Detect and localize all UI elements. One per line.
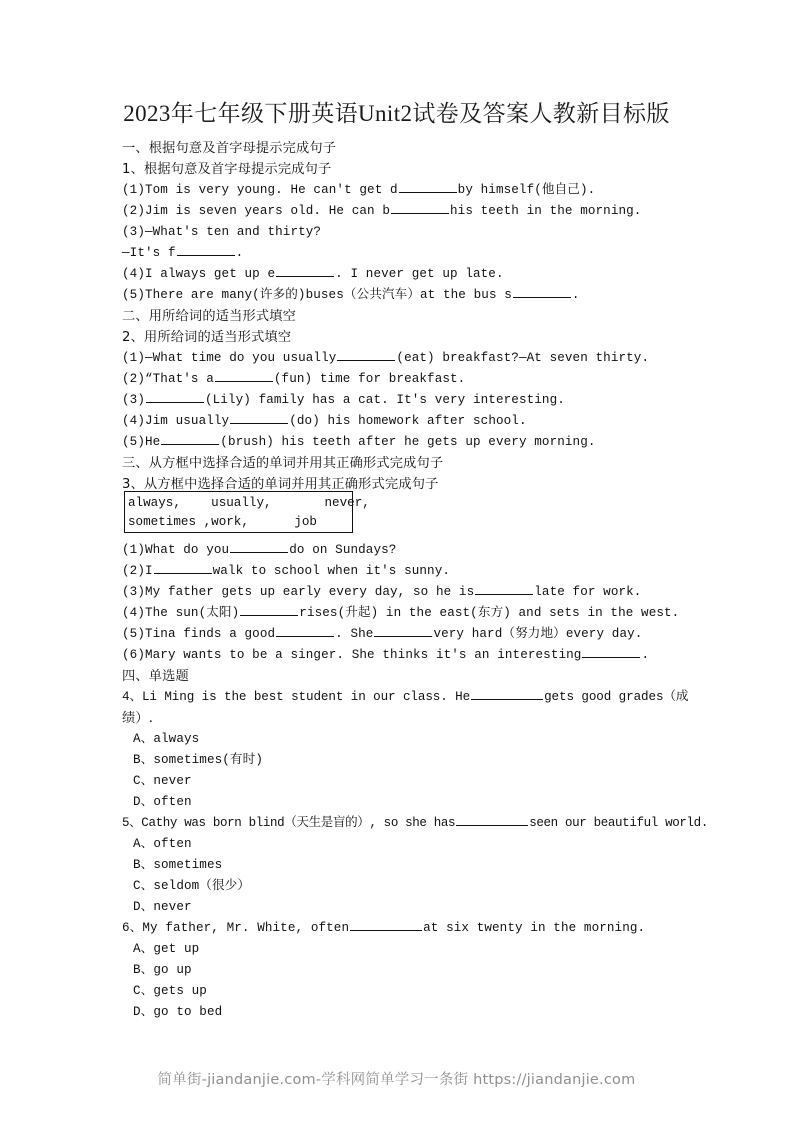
answer-blank[interactable] [471,687,543,700]
question-2-5 [122,432,702,453]
question-6-option-d[interactable]: D、go to bed [133,1005,223,1019]
section-1-subheading: 1、根据句意及首字母提示完成句子 [122,162,332,177]
question-text-b: his teeth in the morning. [450,204,642,218]
answer-blank-2[interactable] [374,624,432,637]
question-text-a: —It's f [122,246,176,260]
answer-blank[interactable] [240,603,298,616]
question-1-1 [122,180,702,201]
question-6 [122,918,702,939]
question-text-b: late for work. [534,585,642,599]
exam-body [122,138,708,1023]
question-5 [122,813,708,834]
word-bank-line-1: always, usually, never, [128,496,370,510]
question-text-b: gets good grades（成 [544,690,689,704]
word-bank-box [124,491,370,533]
answer-blank[interactable] [230,540,288,553]
question-4-continuation: 绩）. [122,711,154,726]
question-3-2 [122,561,702,582]
section-3-heading: 三、从方框中选择合适的单词并用其正确形式完成句子 [122,456,444,471]
question-6-option-a[interactable]: A、get up [133,942,200,956]
question-text-b: . I never get up late. [335,267,504,281]
question-3-1 [122,540,702,561]
question-4-option-c[interactable]: C、never [133,774,192,788]
question-text-b: (eat) breakfast?—At seven thirty. [396,351,650,365]
question-1-5 [122,285,702,306]
question-text-a: (1)What do you [122,543,230,557]
question-text-a: 6、My father, Mr. White, often [122,921,350,935]
question-text-b: . [235,246,244,260]
question-text-b: . [571,288,580,302]
question-text-b: (brush) his teeth after he gets up every morning. [220,435,596,449]
question-text-b: do on Sundays? [289,543,397,557]
question-text-a: (4)Jim usually [122,414,230,428]
question-1-3-answer-line [122,243,702,264]
question-text-a: (5)He [122,435,161,449]
question-text-b: . She [335,627,374,641]
question-6-option-c[interactable]: C、gets up [133,984,207,998]
page-title: 2023年七年级下册英语Unit2试卷及答案人教新目标版 [123,101,670,126]
answer-blank[interactable] [146,390,204,403]
question-4-option-a[interactable]: A、always [133,732,200,746]
question-text-a: 4、Li Ming is the best student in our class. He [122,690,471,704]
answer-blank[interactable] [513,285,571,298]
answer-blank[interactable] [215,369,273,382]
section-2-subheading: 2、用所给词的适当形式填空 [122,330,292,345]
footer-watermark: 简单街-jiandanjie.com-学科网简单学习一条街 https://jiandanjie.com [157,1072,636,1088]
question-text-b: (Lily) family has a cat. It's very interesting. [204,393,565,407]
question-text-a: (1)Tom is very young. He can't get d [122,183,398,197]
question-3-4 [122,603,702,624]
question-text-b: . [641,648,650,662]
section-1-heading: 一、根据句意及首字母提示完成句子 [122,141,337,156]
section-4-heading: 四、单选题 [122,669,189,684]
question-3-3 [122,582,702,603]
question-5-option-b[interactable]: B、sometimes [133,858,223,872]
question-1-4 [122,264,702,285]
question-text-a: (4)The sun(太阳) [122,606,240,620]
answer-blank[interactable] [337,348,395,361]
answer-blank[interactable] [154,561,212,574]
question-6-option-b[interactable]: B、go up [133,963,192,977]
question-2-3 [122,390,702,411]
answer-blank[interactable] [456,814,528,827]
answer-blank[interactable] [582,645,640,658]
question-text-b: rises(升起) in the east(东方) and sets in the west. [299,606,680,620]
question-text-a: 5、Cathy was born blind（天生是盲的）, so she has [122,816,456,830]
question-text-a: (6)Mary wants to be a singer. She thinks it's an interesting [122,648,582,662]
question-1-3: (3)—What's ten and thirty? [122,225,322,239]
question-text-a: (1)—What time do you usually [122,351,337,365]
question-3-6 [122,645,702,666]
question-4 [122,687,702,708]
question-4-option-b[interactable]: B、sometimes(有时) [133,753,263,767]
section-3-subheading: 3、从方框中选择合适的单词并用其正确形式完成句子 [122,477,439,492]
answer-blank[interactable] [230,411,288,424]
question-text-b: walk to school when it's sunny. [212,564,451,578]
question-5-option-c[interactable]: C、seldom（很少） [133,879,251,893]
question-2-1 [122,348,702,369]
answer-blank[interactable] [276,624,334,637]
answer-blank[interactable] [177,243,235,256]
question-text-b: seen our beautiful world. [529,816,708,830]
answer-blank[interactable] [475,582,533,595]
answer-blank[interactable] [391,201,449,214]
question-5-option-d[interactable]: D、never [133,900,192,914]
word-bank-line-2: sometimes ,work, job [128,515,317,529]
question-text-a: (3) [122,393,145,407]
question-text-c: very hard（努力地）every day. [433,627,643,641]
question-2-4 [122,411,702,432]
question-1-2 [122,201,702,222]
question-text-b: (fun) time for breakfast. [273,372,466,386]
question-text-a: (5)There are many(许多的)buses（公共汽车）at the bus s [122,288,512,302]
question-text-a: (2)Jim is seven years old. He can b [122,204,391,218]
question-5-option-a[interactable]: A、often [133,837,192,851]
question-3-5 [122,624,702,645]
question-text-a: (4)I always get up e [122,267,276,281]
question-text-b: (do) his homework after school. [289,414,527,428]
answer-blank[interactable] [276,264,334,277]
answer-blank[interactable] [161,432,219,445]
question-text-b: at six twenty in the morning. [423,921,646,935]
question-text-a: (2)“That's a [122,372,214,386]
answer-blank[interactable] [350,918,422,931]
answer-blank[interactable] [399,180,457,193]
question-text-a: (2)I [122,564,153,578]
section-2-heading: 二、用所给词的适当形式填空 [122,309,297,324]
question-text-a: (3)My father gets up early every day, so he is [122,585,475,599]
question-4-option-d[interactable]: D、often [133,795,192,809]
question-text-a: (5)Tina finds a good [122,627,276,641]
question-text-b: by himself(他自己). [457,183,596,197]
question-2-2 [122,369,702,390]
